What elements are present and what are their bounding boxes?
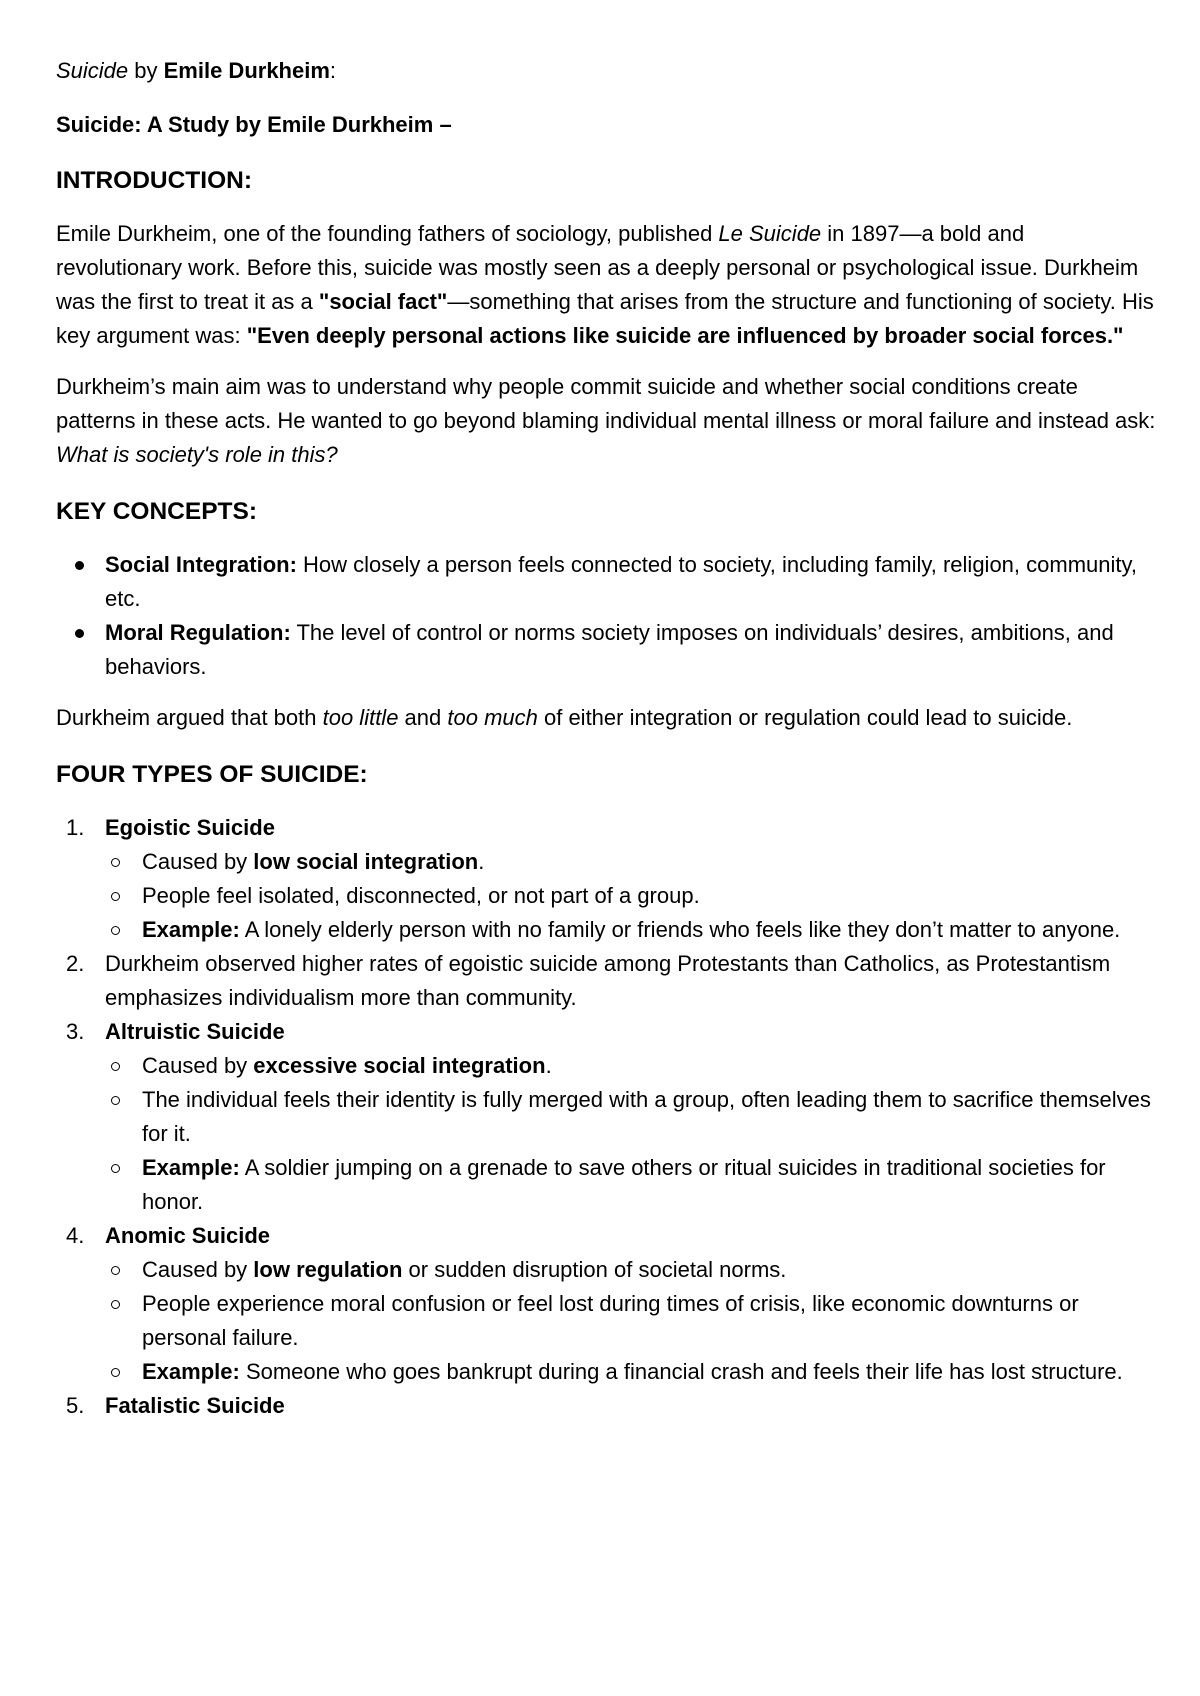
suicide-type-item (56, 1219, 1156, 1389)
bullet-dot-icon (75, 629, 84, 638)
list-number: 1. (66, 815, 85, 840)
sub-list (105, 845, 1156, 947)
sub-list-item: People experience moral confusion or feel lost during times of crisis, like economic downturns or personal failure. (105, 1287, 1156, 1355)
document-page (56, 54, 1156, 1423)
hollow-bullet-icon (111, 858, 120, 867)
hollow-bullet-icon (111, 1062, 120, 1071)
society-role-question: What is society's role in this? (56, 442, 338, 467)
sub-list-item: Caused by low social integration. (105, 845, 1156, 879)
author-name: Emile Durkheim (163, 58, 330, 83)
hollow-bullet-icon (111, 1096, 120, 1105)
bullet-dot-icon (75, 561, 84, 570)
intro-paragraph-1: Emile Durkheim, one of the founding fathers of sociology, published Le Suicide in 1897—a bold and revolutionary work. Before this, suicide was mostly seen as a deeply personal or psychological issue. Durkheim was the first to treat it as a "social fact"—something that arises from the structure and functioning of society. His key argument was: "Even deeply personal actions like suicide are influenced by broader social forces." (56, 221, 1154, 348)
sub-list-item: Example: A lonely elderly person with no family or friends who feels like they don’t matter to anyone. (105, 913, 1156, 947)
concepts-note: Durkheim argued that both too little and too much of either integration or regulation could lead to suicide. (56, 705, 1073, 730)
concept-item (56, 548, 1156, 616)
concept-text: How closely a person feels connected to society, including family, religion, community, etc. (105, 552, 1137, 611)
sub-list-item: Example: A soldier jumping on a grenade to save others or ritual suicides in traditional societies for honor. (105, 1151, 1156, 1219)
concept-item (56, 616, 1156, 684)
suicide-type-title: Altruistic Suicide (105, 1019, 285, 1044)
suicide-types-list (56, 811, 1156, 1423)
hollow-bullet-icon (111, 892, 120, 901)
concept-text: The level of control or norms society imposes on individuals’ desires, ambitions, and behaviors. (105, 620, 1114, 679)
book-title-line: Suicide by Emile Durkheim: (56, 58, 337, 83)
hollow-bullet-icon (111, 926, 120, 935)
sub-list-item: Caused by low regulation or sudden disruption of societal norms. (105, 1253, 1156, 1287)
sub-list-item: Caused by excessive social integration. (105, 1049, 1156, 1083)
list-number: 4. (66, 1223, 85, 1248)
concept-term: Social Integration: (105, 552, 297, 577)
social-fact-term: "social fact" (318, 289, 448, 314)
list-number: 5. (66, 1393, 85, 1418)
sub-list (105, 1049, 1156, 1219)
sub-list-item: The individual feels their identity is fully merged with a group, often leading them to sacrifice themselves for it. (105, 1083, 1156, 1151)
suicide-type-item (56, 1389, 1156, 1423)
sub-list-item: Example: Someone who goes bankrupt during a financial crash and feels their life has lost structure. (105, 1355, 1156, 1389)
concept-term: Moral Regulation: (105, 620, 291, 645)
suicide-type-item (56, 947, 1156, 1015)
hollow-bullet-icon (111, 1300, 120, 1309)
suicide-type-item (56, 811, 1156, 947)
sub-list-item: People feel isolated, disconnected, or not part of a group. (105, 879, 1156, 913)
list-item-text: Durkheim observed higher rates of egoistic suicide among Protestants than Catholics, as Protestantism emphasizes individualism more than community. (105, 951, 1111, 1010)
intro-heading: INTRODUCTION: (56, 167, 252, 194)
hollow-bullet-icon (111, 1266, 120, 1275)
book-title: Suicide (56, 58, 129, 83)
key-concepts-heading: KEY CONCEPTS: (56, 498, 258, 525)
le-suicide-title: Le Suicide (718, 221, 822, 246)
hollow-bullet-icon (111, 1164, 120, 1173)
document-subtitle: Suicide: A Study by Emile Durkheim – (56, 112, 452, 137)
sub-list (105, 1253, 1156, 1389)
suicide-type-title: Egoistic Suicide (105, 815, 275, 840)
key-concepts-list (56, 548, 1156, 684)
list-number: 3. (66, 1019, 85, 1044)
list-number: 2. (66, 951, 85, 976)
suicide-type-item (56, 1015, 1156, 1219)
suicide-type-title: Fatalistic Suicide (105, 1393, 285, 1418)
hollow-bullet-icon (111, 1368, 120, 1377)
key-argument-quote: "Even deeply personal actions like suicide are influenced by broader social forces." (246, 323, 1124, 348)
four-types-heading: FOUR TYPES OF SUICIDE: (56, 761, 368, 788)
suicide-type-title: Anomic Suicide (105, 1223, 271, 1248)
intro-paragraph-2: Durkheim’s main aim was to understand why people commit suicide and whether social conditions create patterns in these acts. He wanted to go beyond blaming individual mental illness or moral failure and instead ask: What is society's role in this? (56, 374, 1156, 467)
